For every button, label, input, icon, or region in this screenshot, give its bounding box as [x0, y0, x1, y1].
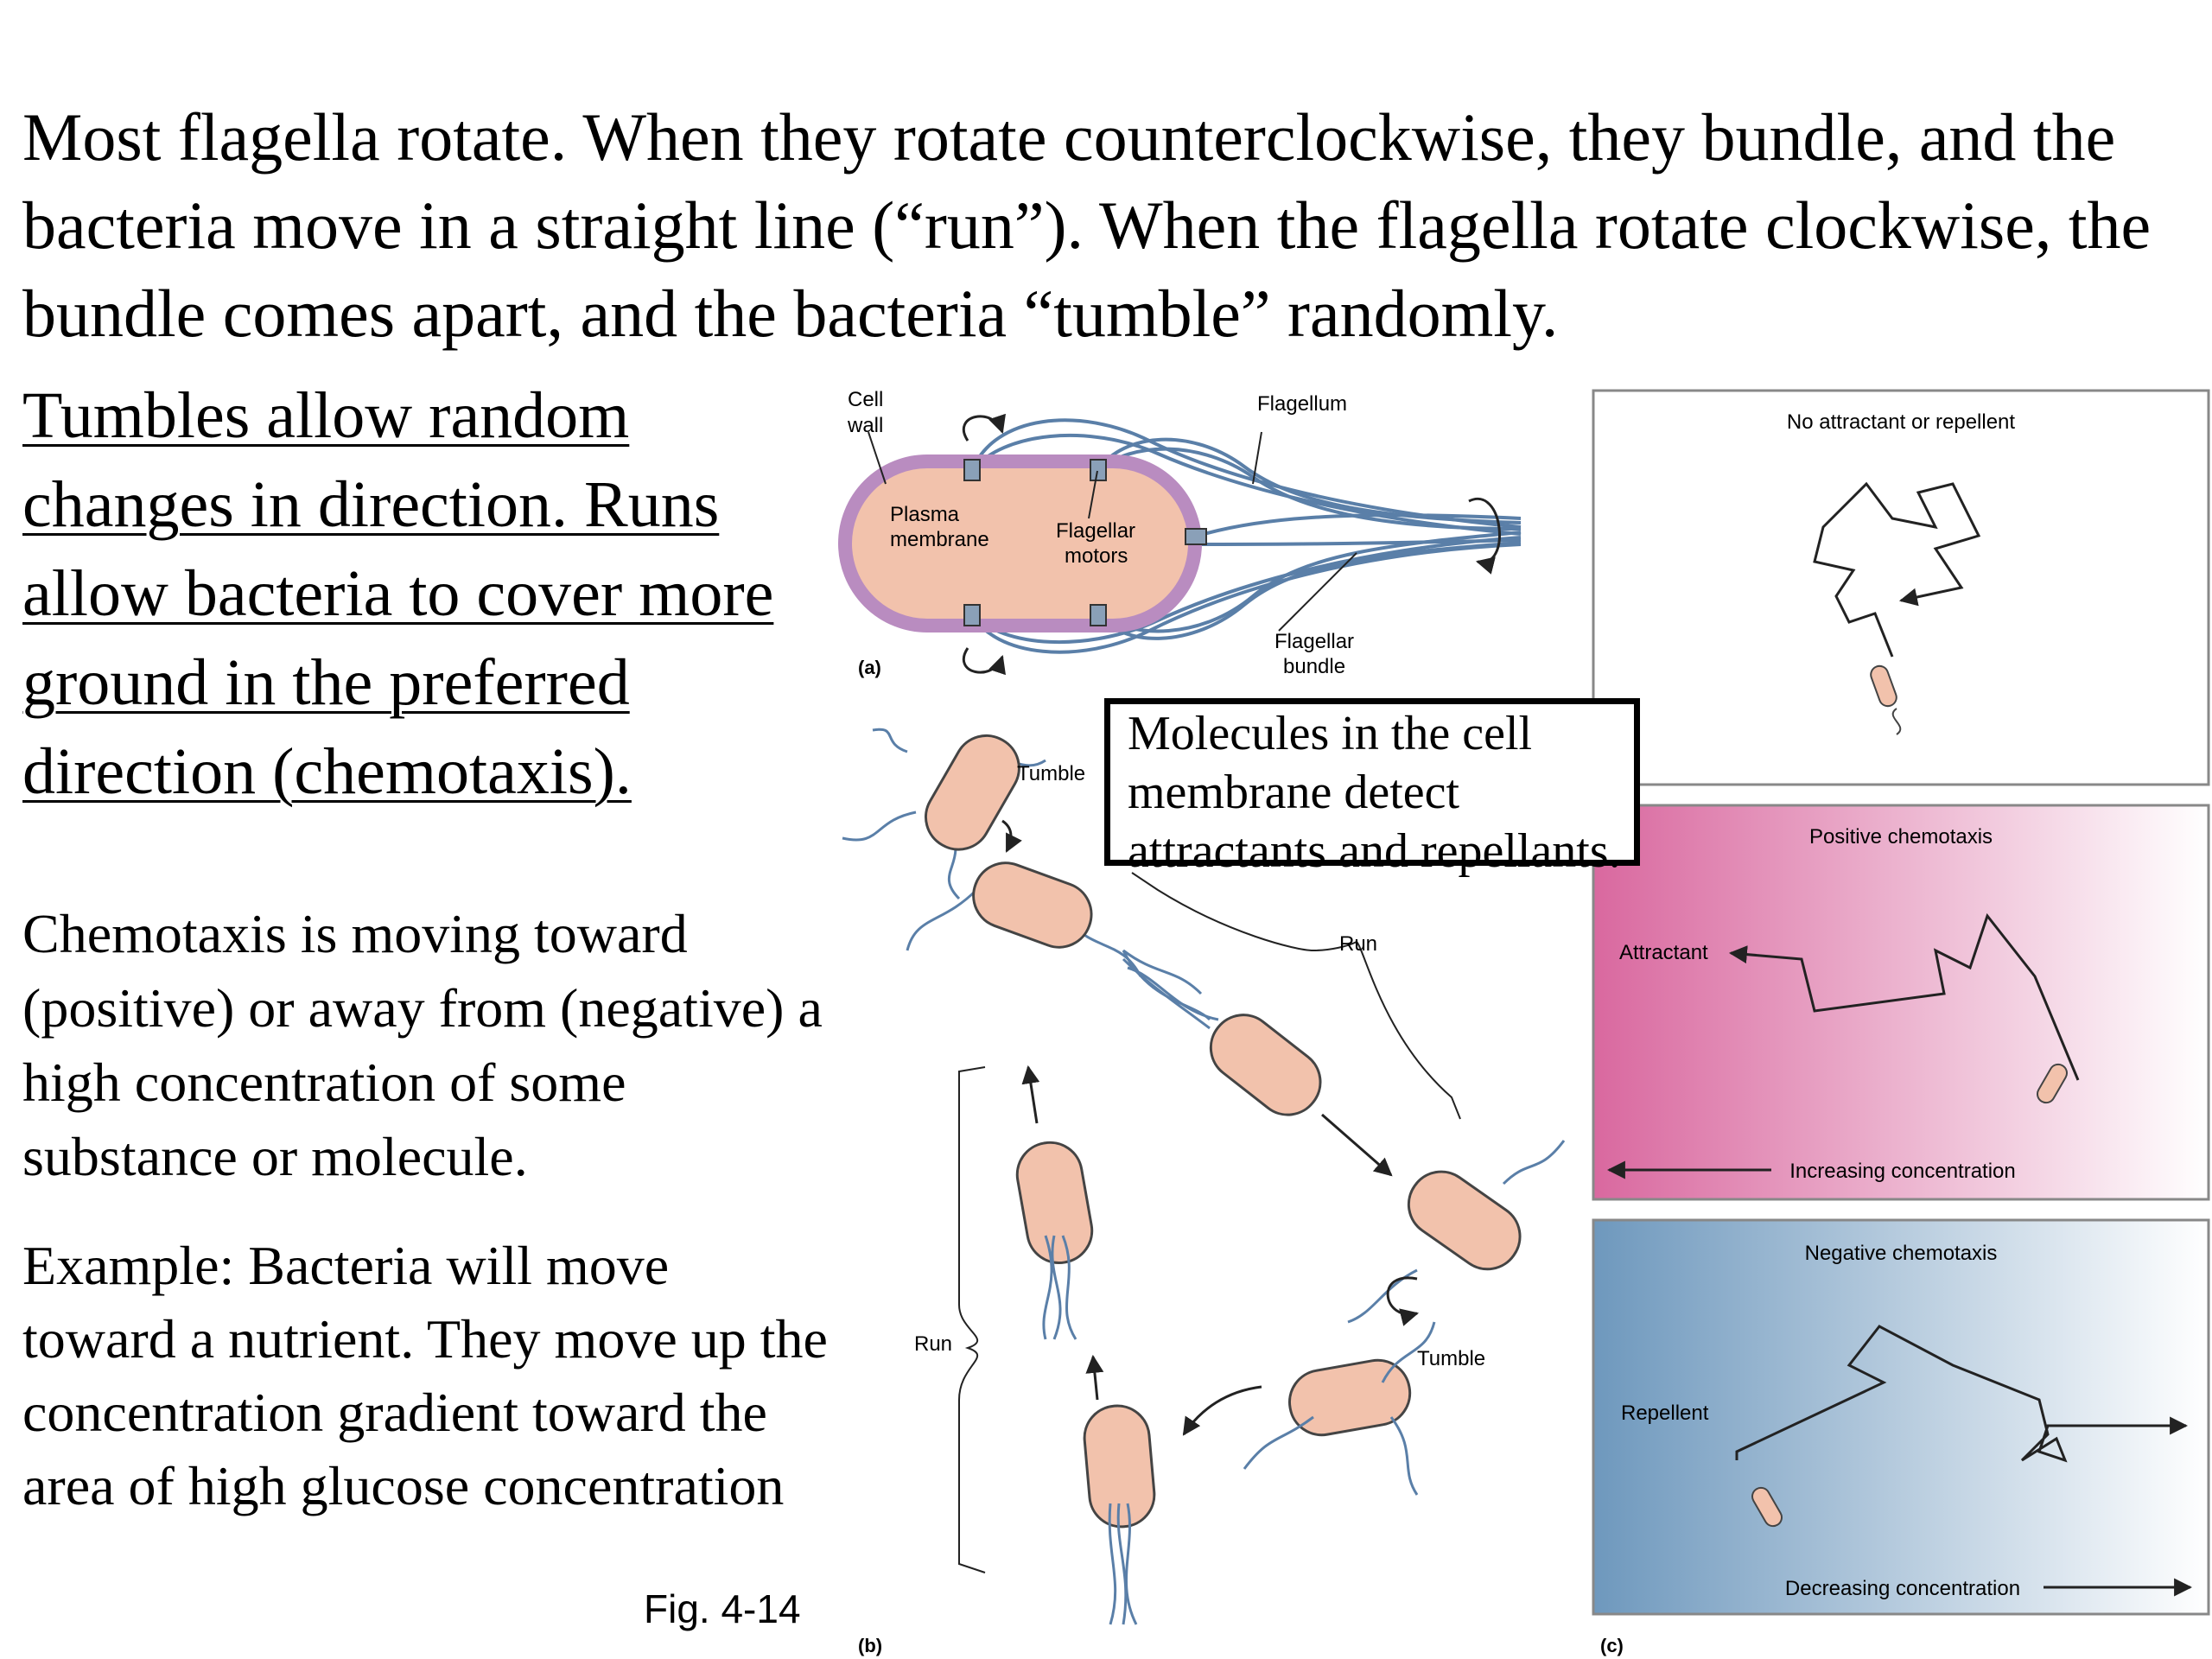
intro-paragraph: Most flagella rotate. When they rotate counterclockwise, they bundle, and the bacteria move in a straight line (“run”). When the flagella rotate clockwise, the bundle comes apart, and the bacteria “tumble” randomly. — [22, 99, 2152, 351]
label-flagellar-bundle-2: bundle — [1283, 655, 1346, 678]
panel-c-letter: (c) — [1600, 1635, 1624, 1656]
cell-run-3 — [1012, 1137, 1096, 1268]
label-plasma-membrane: Plasma — [890, 503, 960, 526]
panel-a-diagram — [845, 388, 1521, 678]
label-flagellum: Flagellum — [1257, 392, 1348, 416]
label-decreasing-concentration: Decreasing concentration — [1784, 1577, 2021, 1600]
callout-line-3: attractants and repellants. — [1128, 824, 1621, 878]
label-cell-wall: Cell — [848, 388, 884, 411]
label-tumble-bottom: Tumble — [1417, 1347, 1486, 1370]
title-negative: Negative chemotaxis — [1804, 1242, 1998, 1265]
tumbles-runs-text: Tumbles allow random changes in direction. Runs allow bacteria to cover more ground in the preferred direction (chemotaxis). — [22, 379, 774, 808]
cell-tumble-2 — [964, 854, 1100, 956]
panel-no-attractant — [1593, 391, 2209, 785]
label-attractant: Attractant — [1619, 941, 1708, 964]
label-flagellar-bundle: Flagellar — [1274, 630, 1355, 653]
chemotaxis-definition: Chemotaxis is moving toward (positive) or away from (negative) a high concentration of some substance or molecule. — [22, 903, 823, 1187]
label-run-right: Run — [1339, 932, 1378, 956]
cell-tumble-1 — [914, 724, 1031, 861]
callout-line-1: Molecules in the cell — [1128, 707, 1533, 760]
panel-c-diagram — [1593, 391, 2209, 1656]
title-positive: Positive chemotaxis — [1808, 825, 1993, 849]
callout-line-2: membrane detect — [1128, 766, 1460, 819]
cell-run-1 — [1198, 1002, 1332, 1128]
cell-tumble-3 — [1285, 1355, 1415, 1440]
label-increasing-concentration: Increasing concentration — [1789, 1160, 2016, 1183]
figure-caption: Fig. 4-14 — [644, 1586, 801, 1631]
label-flagellar-motors: Flagellar — [1056, 519, 1136, 543]
example-text: Example: Bacteria will move toward a nutrient. They move up the concentration gradient toward the area of high glucose concentration — [22, 1235, 828, 1516]
panel-a-letter: (a) — [858, 657, 881, 678]
panel-b-letter: (b) — [858, 1635, 883, 1656]
label-plasma-membrane-2: membrane — [890, 528, 989, 551]
title-no-attractant: No attractant or repellent — [1786, 410, 2016, 434]
label-cell-wall-2: wall — [848, 414, 884, 437]
label-run-left: Run — [914, 1332, 953, 1356]
callout-box — [1104, 698, 1640, 878]
label-tumble-top: Tumble — [1017, 762, 1086, 785]
label-flagellar-motors-2: motors — [1065, 544, 1128, 568]
label-repellent: Repellent — [1621, 1402, 1709, 1425]
panel-positive-chemotaxis — [1593, 805, 2209, 1199]
